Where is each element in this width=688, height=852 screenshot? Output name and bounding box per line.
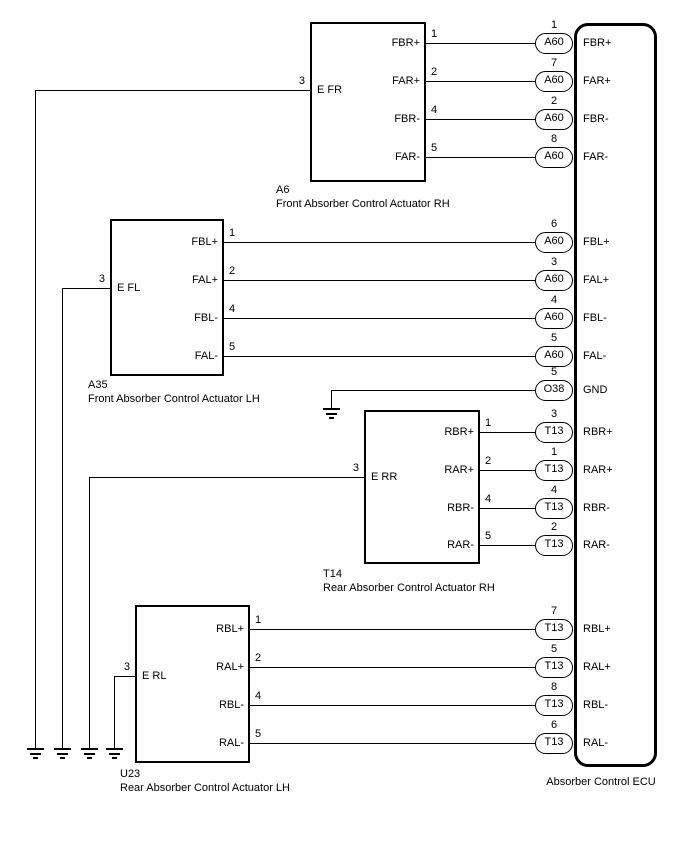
actuator-name-label: Front Absorber Control Actuator LH (88, 393, 260, 405)
connector-oval: T13 (535, 460, 573, 481)
actuator-code-label: A6 (276, 184, 290, 196)
ground-symbol (109, 753, 120, 755)
ground-wire (331, 390, 539, 391)
ground-symbol (81, 748, 98, 750)
ecu-signal-label: FAL- (583, 349, 607, 362)
ground-symbol (27, 748, 44, 750)
box-pin-number: 5 (431, 141, 438, 154)
terminal-label: E FL (117, 281, 141, 294)
box-pin-number: 2 (229, 264, 236, 277)
ground-symbol (326, 413, 337, 415)
connector-pin-number: 1 (550, 18, 558, 31)
signal-wire (250, 705, 539, 706)
ecu-signal-label: RBL- (583, 698, 609, 711)
ground-wire (89, 477, 364, 478)
actuator-name-label: Rear Absorber Control Actuator RH (323, 582, 495, 594)
ground-wire (62, 288, 63, 748)
ground-symbol (57, 753, 68, 755)
ecu-signal-label: RAL+ (583, 660, 611, 673)
box-pin-signal-label: RAR+ (444, 463, 474, 476)
ground-wire (89, 477, 90, 748)
connector-oval: A60 (535, 147, 573, 168)
ecu-signal-label: FBL+ (583, 235, 610, 248)
ecu-signal-label: FBL- (583, 311, 607, 324)
actuator-code-label: U23 (120, 768, 141, 780)
ecu-signal-label: RAR+ (583, 463, 613, 476)
box-pin-signal-label: RBR- (447, 501, 474, 514)
ground-wire (114, 676, 115, 748)
ecu-caption: Absorber Control ECU (546, 776, 656, 788)
terminal-pin-number: 3 (98, 272, 105, 285)
ground-symbol (30, 753, 41, 755)
ground-symbol (60, 757, 65, 759)
terminal-label: E RL (142, 669, 167, 682)
connector-pin-number: 4 (550, 293, 558, 306)
box-pin-number: 2 (485, 454, 492, 467)
connector-oval: T13 (535, 498, 573, 519)
box-pin-number: 4 (485, 492, 492, 505)
connector-pin-number: 5 (550, 365, 558, 378)
signal-wire (224, 318, 539, 319)
connector-pin-number: 7 (550, 56, 558, 69)
connector-pin-number: 2 (550, 520, 558, 533)
ground-wire (35, 90, 36, 748)
box-pin-signal-label: RBR+ (444, 425, 474, 438)
ground-symbol (87, 757, 92, 759)
signal-wire (250, 743, 539, 744)
actuator-code-label: A35 (88, 379, 108, 391)
connector-pin-number: 1 (550, 445, 558, 458)
connector-pin-number: 7 (550, 604, 558, 617)
connector-pin-number: 8 (550, 132, 558, 145)
connector-pin-number: 5 (550, 331, 558, 344)
terminal-pin-number: 3 (352, 461, 359, 474)
connector-pin-number: 5 (550, 642, 558, 655)
box-pin-signal-label: RAL+ (216, 660, 244, 673)
box-pin-signal-label: RBL- (218, 698, 244, 711)
box-pin-number: 5 (255, 727, 262, 740)
box-pin-number: 1 (431, 27, 438, 40)
signal-wire (480, 432, 539, 433)
box-pin-number: 5 (485, 529, 492, 542)
ecu-signal-label: FAR+ (583, 74, 611, 87)
signal-wire (480, 470, 539, 471)
connector-oval: T13 (535, 422, 573, 443)
ecu-signal-label: RAL- (583, 736, 609, 749)
ground-symbol (112, 757, 117, 759)
box-pin-signal-label: FBR- (394, 112, 420, 125)
ground-wire (114, 676, 135, 677)
box-pin-signal-label: FBL- (194, 311, 218, 324)
box-pin-number: 2 (255, 651, 262, 664)
box-pin-number: 1 (229, 226, 236, 239)
box-pin-number: 4 (255, 689, 262, 702)
box-pin-signal-label: FAL- (194, 349, 218, 362)
actuator-name-label: Rear Absorber Control Actuator LH (120, 782, 290, 794)
connector-oval: T13 (535, 619, 573, 640)
connector-pin-number: 3 (550, 255, 558, 268)
box-pin-signal-label: FAR- (394, 150, 420, 163)
ecu-signal-label: FBR- (583, 112, 609, 125)
connector-oval: O38 (535, 380, 573, 401)
actuator-code-label: T14 (323, 568, 342, 580)
signal-wire (426, 157, 539, 158)
box-pin-number: 4 (431, 103, 438, 116)
ecu-signal-label: RBR- (583, 501, 610, 514)
ground-symbol (84, 753, 95, 755)
connector-oval: A60 (535, 308, 573, 329)
box-pin-number: 4 (229, 302, 236, 315)
terminal-label: E RR (371, 470, 398, 483)
actuator-name-label: Front Absorber Control Actuator RH (276, 198, 450, 210)
connector-oval: A60 (535, 109, 573, 130)
ground-symbol (106, 748, 123, 750)
ecu-signal-label: RBR+ (583, 425, 613, 438)
signal-wire (224, 242, 539, 243)
signal-wire (250, 629, 539, 630)
box-pin-signal-label: FBR+ (391, 36, 420, 49)
box-pin-signal-label: FAR+ (392, 74, 420, 87)
connector-pin-number: 6 (550, 718, 558, 731)
ecu-signal-label: RBL+ (583, 622, 611, 635)
ground-symbol (33, 757, 38, 759)
ecu-signal-label: FAR- (583, 150, 609, 163)
signal-wire (426, 81, 539, 82)
signal-wire (426, 119, 539, 120)
ground-wire (331, 390, 332, 408)
connector-oval: A60 (535, 71, 573, 92)
box-pin-number: 2 (431, 65, 438, 78)
box-pin-number: 1 (255, 613, 262, 626)
signal-wire (426, 43, 539, 44)
box-pin-signal-label: FAL+ (192, 273, 218, 286)
connector-pin-number: 6 (550, 217, 558, 230)
box-pin-number: 5 (229, 340, 236, 353)
ecu-signal-label: GND (583, 383, 608, 396)
connector-pin-number: 8 (550, 680, 558, 693)
ground-symbol (54, 748, 71, 750)
connector-pin-number: 4 (550, 483, 558, 496)
ecu-signal-label: RAR- (583, 538, 610, 551)
terminal-label: E FR (317, 83, 343, 96)
ecu-signal-label: FBR+ (583, 36, 612, 49)
signal-wire (250, 667, 539, 668)
ground-symbol (329, 417, 334, 419)
connector-oval: A60 (535, 232, 573, 253)
signal-wire (480, 545, 539, 546)
connector-oval: T13 (535, 733, 573, 754)
terminal-pin-number: 3 (123, 660, 130, 673)
box-pin-signal-label: FBL+ (191, 235, 218, 248)
connector-oval: T13 (535, 657, 573, 678)
connector-pin-number: 2 (550, 94, 558, 107)
box-pin-signal-label: RAR- (447, 538, 474, 551)
box-pin-signal-label: RAL- (218, 736, 244, 749)
ecu-signal-label: FAL+ (583, 273, 609, 286)
connector-oval: A60 (535, 270, 573, 291)
ground-wire (35, 90, 310, 91)
connector-pin-number: 3 (550, 407, 558, 420)
connector-oval: T13 (535, 695, 573, 716)
signal-wire (224, 356, 539, 357)
terminal-pin-number: 3 (298, 74, 305, 87)
ground-wire (62, 288, 110, 289)
ground-symbol (323, 408, 340, 410)
connector-oval: A60 (535, 33, 573, 54)
connector-oval: A60 (535, 346, 573, 367)
box-pin-signal-label: RBL+ (216, 622, 244, 635)
signal-wire (480, 508, 539, 509)
signal-wire (224, 280, 539, 281)
box-pin-number: 1 (485, 416, 492, 429)
connector-oval: T13 (535, 535, 573, 556)
